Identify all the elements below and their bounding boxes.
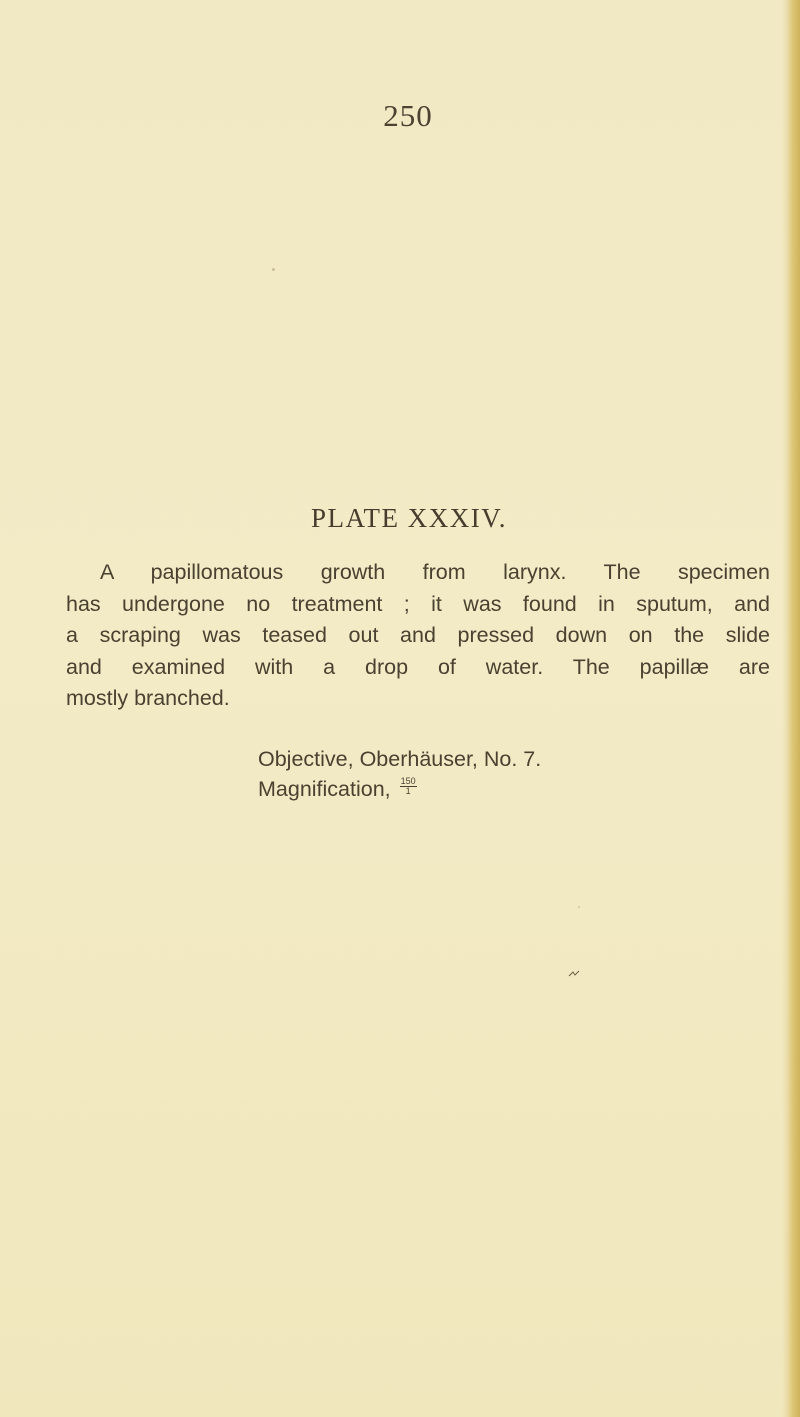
description-line: and examined with a drop of water. The papillæ are (66, 654, 770, 679)
magnification-label: Magnification, (258, 777, 391, 801)
paper-speck (578, 906, 580, 908)
magnification-fraction (400, 777, 417, 796)
plate-description (66, 557, 770, 715)
description-line: has undergone no treatment ; it was found in sputum, and (66, 591, 770, 616)
description-line: A papillomatous growth from larynx. The specimen (100, 560, 770, 584)
magnification-numerator: 150 (400, 775, 416, 786)
page-edge-binding (788, 0, 800, 1417)
paper-speck (272, 268, 275, 271)
ink-mark-glyph (568, 970, 580, 978)
magnification-note (258, 774, 417, 804)
plate-title: PLATE XXXIV. (310, 503, 507, 533)
page-number: 250 (383, 98, 433, 133)
description-line: mostly branched. (66, 686, 230, 710)
description-line: a scraping was teased out and pressed down on the slide (66, 623, 770, 647)
ink-mark-icon (568, 970, 580, 978)
objective-note: Objective, Oberhäuser, No. 7. (258, 747, 542, 771)
magnification-denominator: 1 (405, 785, 411, 796)
